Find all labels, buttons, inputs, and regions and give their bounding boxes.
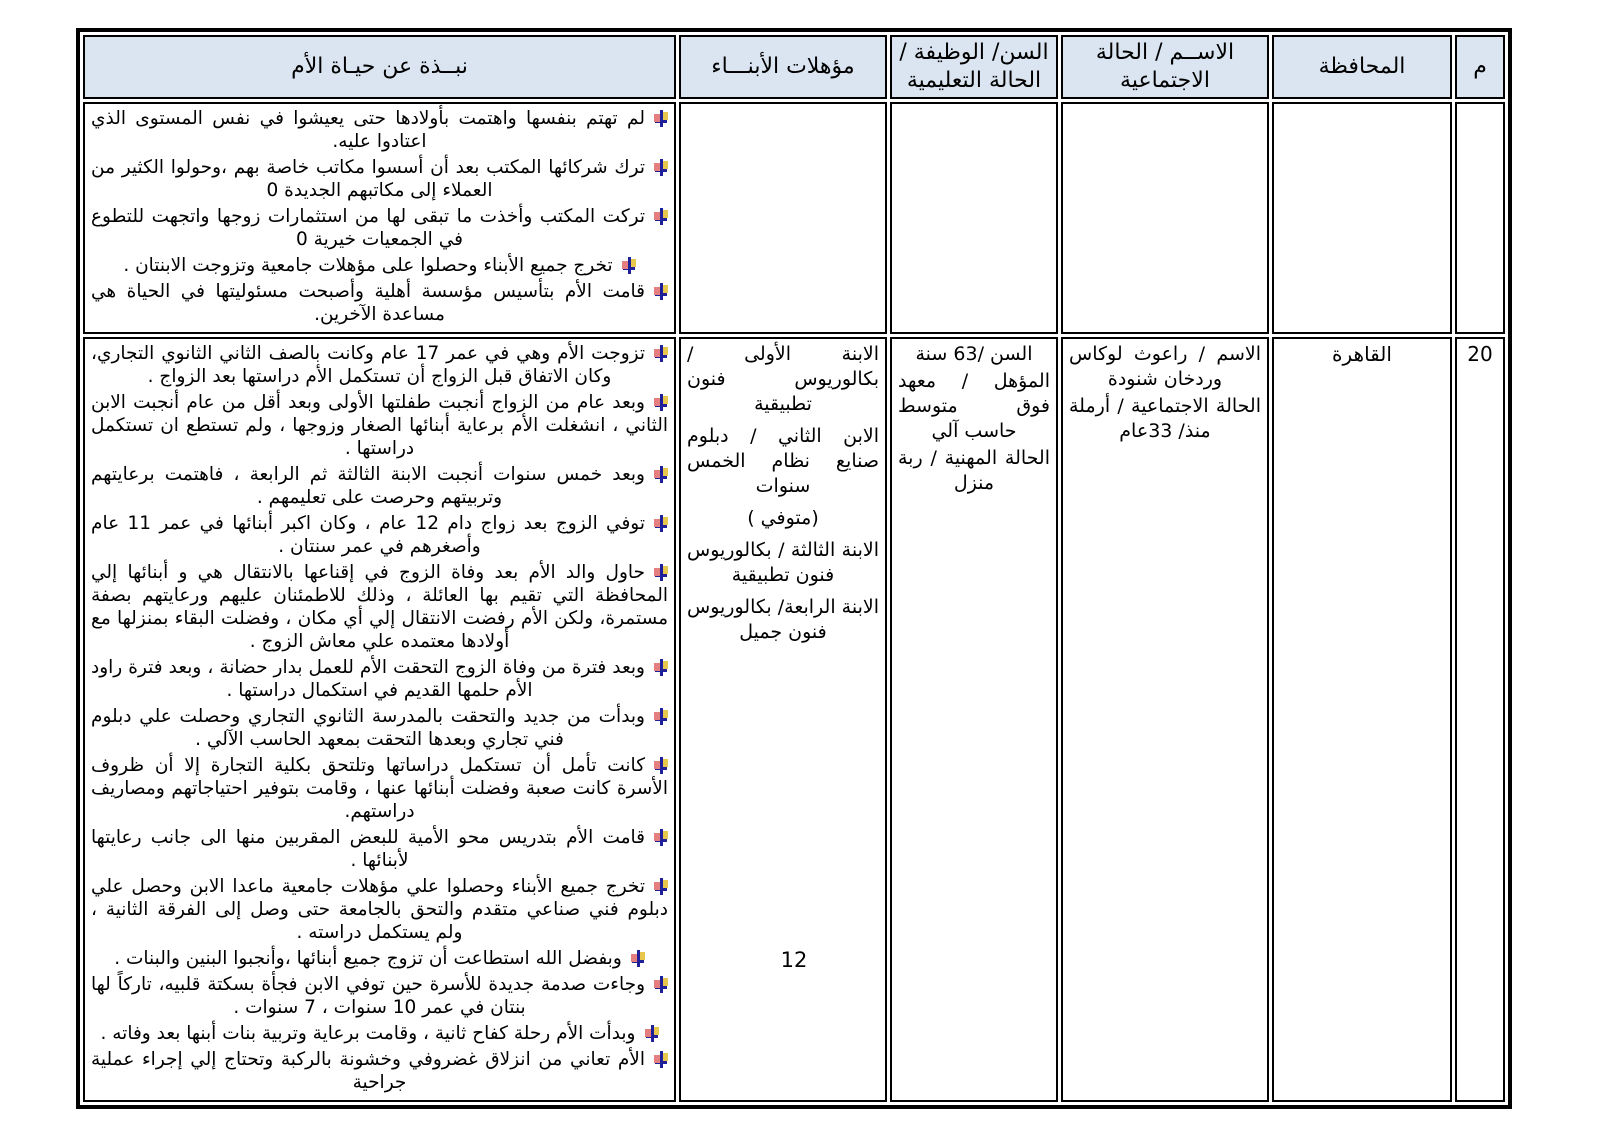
bio-bullet [91,705,668,751]
bio-bullet [91,280,668,326]
bio-bullet-text: توفي الزوج بعد زواج دام 12 عام ، وكان اكبر أبنائها في عمر 11 عام وأصغرهم في عمر سنتان . [91,513,645,557]
qualifications-cell [679,337,887,1102]
header-children-qualifications: مؤهلات الأبنـــاء [679,35,887,99]
bio-bullet [91,875,668,944]
pin-bullet-icon [654,757,668,774]
bio-bullet [91,1022,668,1045]
name-line: الاسم / راعوث لوكاس وردخان شنودة [1069,343,1261,390]
bio-bullet-text: تخرج جميع الأبناء وحصلوا علي مؤهلات جامعية ماعدا الابن وحصل علي دبلوم فني صناعي متقدم والتحق بالجامعة حتى وصل إلى الفرقة الثانية ، ولم يستكمل دراسته . [91,876,668,943]
pin-bullet-icon [654,208,668,225]
status-line: الحالة الاجتماعية / أرملة منذ/ 33عام [1069,395,1261,442]
bio-bullet-text: لم تهتم بنفسها واهتمت بأولادها حتى يعيشوا في نفس المستوى الذي اعتادوا عليه. [91,108,645,152]
pin-bullet-icon [654,564,668,581]
pin-bullet-icon [654,878,668,895]
governorate-cell [1272,102,1452,334]
pin-bullet-icon [654,159,668,176]
bio-bullet-text: تزوجت الأم وهي في عمر 17 عام وكانت بالصف الثاني الثانوي التجاري، وكان الاتفاق قبل الزواج أن تستكمل الأم دراستها بعد الزواج . [91,343,645,387]
bio-bullet [91,973,668,1019]
bio-bullet-text: وبعد خمس سنوات أنجبت الابنة الثالثة ثم الرابعة ، فاهتمت برعايتهم وتربيتهم وحرصت على تعليمهم . [91,464,645,508]
bio-bullet [91,156,668,202]
pin-bullet-icon [645,1025,659,1042]
age-job-cell [890,102,1058,334]
bio-bullet-text: وبدأت من جديد والتحقت بالمدرسة الثانوي التجاري وحصلت علي دبلوم فني تجاري وبعدها التحقت بمعهد الحاسب الآلي . [91,706,645,750]
bio-bullet-text: وبدأت الأم رحلة كفاح ثانية ، وقامت برعاية وتربية بنات أبنها بعد وفاته . [100,1023,636,1044]
pin-bullet-icon [622,257,636,274]
bio-bullet [91,254,668,277]
header-name-status: الاســم / الحالة الاجتماعية [1061,35,1269,99]
mother-bio-cell [83,102,676,334]
header-mother-bio: نبــذة عن حيـاة الأم [83,35,676,99]
name-status-cell [1061,337,1269,1102]
pin-bullet-icon [654,466,668,483]
header-governorate: المحافظة [1272,35,1452,99]
header-age-job-education: السن/ الوظيفة / الحالة التعليمية [890,35,1058,99]
age-line: السن /63 سنة [915,343,1033,365]
table-header-row [83,35,1505,99]
page-number: 12 [780,948,808,972]
child-qualification: الابنة الرابعة/ بكالوريوس فنون جميل [687,596,879,643]
pin-bullet-icon [654,515,668,532]
pin-bullet-icon [654,345,668,362]
pin-bullet-icon [654,110,668,127]
bio-bullet [91,656,668,702]
header-num: م [1455,35,1505,99]
bio-bullet-text: وجاءت صدمة جديدة للأسرة حين توفي الابن فجأة بسكتة قلبيه، تاركاً لها بنتان في عمر 10 سنوات ، 7 سنوات . [91,974,645,1018]
mother-bio-cell [83,337,676,1102]
bio-bullet-text: وبعد عام من الزواج أنجبت طفلتها الأولى وبعد أقل من عام أنجبت الابن الثاني ، انشغلت الأم برعاية أبنائها الصغار وزوجها ، ولم تستطع ان تستكمل دراستها . [91,392,668,459]
child-qualification: (متوفي ) [747,507,819,529]
bio-bullet-text: ترك شركائها المكتب بعد أن أسسوا مكاتب خاصة بهم ،وحولوا الكثير من العملاء إلى مكاتبهم الجديدة 0 [91,157,645,201]
bio-bullet-text: تركت المكتب وأخذت ما تبقى لها من استثمارات زوجها واتجهت للتطوع في الجمعيات خيرية 0 [91,206,645,250]
bio-bullet [91,1048,668,1094]
num-cell: 20 [1455,337,1505,1102]
child-qualification: الابنة الثالثة / بكالوريوس فنون تطبيقية [687,539,879,586]
occupation-line: الحالة المهنية / ربة منزل [898,447,1050,494]
table-row-record-20 [83,337,1505,1102]
bio-bullet [91,826,668,872]
bio-bullet-text: الأم تعاني من انزلاق غضروفي وخشونة بالركبة وتحتاج إلي إجراء عملية جراحية [91,1049,645,1093]
bio-bullet-text: قامت الأم بتأسيس مؤسسة أهلية وأصبحت مسئوليتها في الحياة هي مساعدة الآخرين. [91,281,645,325]
qualification-line: المؤهل / معهد فوق متوسط حاسب آلي [898,370,1050,442]
age-job-cell [890,337,1058,1102]
pin-bullet-icon [654,1051,668,1068]
bio-bullet [91,463,668,509]
pin-bullet-icon [654,708,668,725]
name-status-cell [1061,102,1269,334]
bio-bullet-text: كانت تأمل أن تستكمل دراساتها وتلتحق بكلية التجارة إلا أن ظروف الأسرة كانت صعبة وفضلت أبنائها عنها ، وقامت بتوفير احتياجاتهم ومصاريف دراستهم. [91,755,668,822]
bio-bullet-text: قامت الأم بتدريس محو الأمية للبعض المقربين منها الى جانب رعايتها لأبنائها . [91,827,645,871]
bio-bullet [91,342,668,388]
bio-bullet-text: وبعد فترة من وفاة الزوج التحقت الأم للعمل بدار حضانة ، وبعد فترة راود الأم حلمها القديم في استكمال دراستها . [91,657,645,701]
child-qualification: الابنة الأولى / بكالوريوس فنون تطبيقية [687,343,879,415]
bio-bullet [91,205,668,251]
bio-bullet [91,107,668,153]
pin-bullet-icon [654,283,668,300]
bio-bullet [91,561,668,653]
num-cell [1455,102,1505,334]
bio-bullet [91,512,668,558]
pin-bullet-icon [654,659,668,676]
bio-bullet-text: تخرج جميع الأبناء وحصلوا على مؤهلات جامعية وتزوجت الابنتان . [123,255,613,276]
table-row-continuation [83,102,1505,334]
bio-bullet-text: وبفضل الله استطاعت أن تزوج جميع أبنائها ،وأنجبوا البنين والبنات . [114,948,622,969]
governorate-cell: القاهرة [1272,337,1452,1102]
child-qualification: الابن الثاني / دبلوم صنايع نظام الخمس سنوات [687,425,879,497]
pin-bullet-icon [654,829,668,846]
pin-bullet-icon [654,976,668,993]
bio-bullet [91,754,668,823]
bio-bullet-text: حاول والد الأم بعد وفاة الزوج في إقناعها بالانتقال هي و أبنائها إلي المحافظة التي تقيم بها العائلة ، وذلك للاطمئنان عليهم ورعايتهم بصفة مستمرة، ولكن الأم رفضت الانتقال إلي أي مكان ، وفضلت البقاء بمنزلها مع أولادها معتمده علي معاش الزوج . [91,562,668,652]
bio-bullet [91,391,668,460]
qualifications-cell [679,102,887,334]
pin-bullet-icon [654,394,668,411]
mothers-data-table [76,28,1512,1109]
